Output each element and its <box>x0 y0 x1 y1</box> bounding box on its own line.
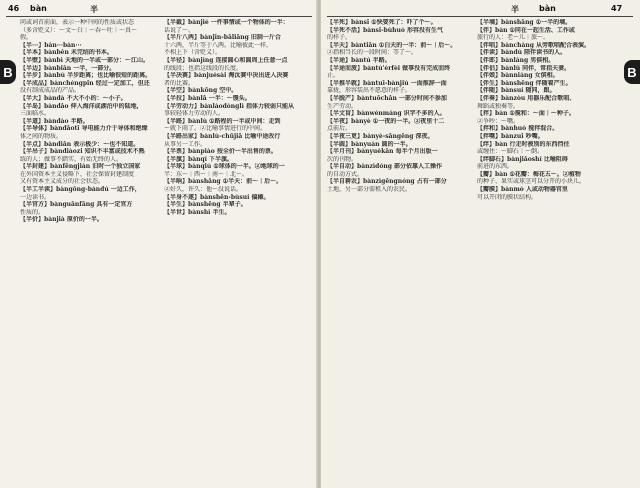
entry-line: 【半文盲】bànwénmáng 识字不多的人。 <box>327 110 446 118</box>
entry-line: 【伴随】bànsuí 随同，跟。 <box>477 87 556 95</box>
entry-line: 【瓣膜】bànmó 人或动物器官里 <box>477 186 568 194</box>
left-head-char: 半 <box>90 5 98 14</box>
entry-line: 在外国资本主义侵略下，社会保留封建制度 <box>20 170 135 178</box>
right-thumb-tab: B <box>624 60 640 84</box>
entry-line: 【半岛】bàndǎo 伸入海洋或湖泊中的陆地， <box>20 102 143 110</box>
entry-line: 的自动方式。 <box>327 170 364 178</box>
entry-line: 可以开闭的膜状结构。 <box>477 193 538 201</box>
right-column-2 <box>477 19 619 483</box>
entry-line: 【伴读】bàndú 陪伴读书的人。 <box>477 49 567 57</box>
entry-line: 【半墒】bànshāng ①一半的墒。 <box>477 19 572 26</box>
entry-line: 【半边】bànbiān 一半，一部分。 <box>20 64 116 72</box>
right-running-head <box>321 4 640 16</box>
entry-line: 【半截】bànjié 一件事情或一个物体的一半： <box>164 19 289 26</box>
entry-line: 【半空】bànkōng 空中。 <box>164 87 238 95</box>
entry-line: 【半途】bàntú 半路。 <box>327 56 391 64</box>
entry-line: 【半世】bànshì 半生。 <box>164 208 231 216</box>
entry-line: 【半封建】bànfēngjiàn 旧时一个独立国家 <box>20 163 141 171</box>
entry-line: 体之间的物质。 <box>20 132 63 140</box>
entry-list <box>164 19 312 216</box>
entry-line: 【半道】bàndào 半路。 <box>20 117 89 125</box>
entry-line: 【半推半就】bàntuī-bànjiù 一面推辞一面 <box>327 79 447 87</box>
entry-line: 前进的东西。 <box>477 163 514 171</box>
entry-line: 【绊脚石】bànjiǎoshí 比喻阻碍 <box>477 155 568 163</box>
entry-line: （多含贬义）：～文～白｜～吞～吐｜～真～ <box>20 26 138 34</box>
right-page-number: 47 <box>611 4 623 13</box>
entry-line: 【半拉】bànlǎ 一半：～馒头。 <box>164 94 251 102</box>
entry-line: 者的比赛。 <box>164 79 195 87</box>
entry-list <box>20 19 158 224</box>
entry-line: 从事另一工作。 <box>164 140 207 148</box>
entry-line: 又有资本主义成分的社会状态。 <box>20 178 105 186</box>
entry-line: 【拌嘴】bànzuǐ 吵嘴。 <box>477 132 544 140</box>
entry-line: 【半点】bàndiǎn 表示极少：～也不知道。 <box>20 140 140 148</box>
right-head-char: 半 <box>511 5 519 14</box>
entry-line: 【半晌】bànshǎng ①半天：前～｜后～。 <box>164 178 283 186</box>
entry-line: 练的人；做事不踏实、有始无终的人。 <box>20 155 123 163</box>
entry-line: ②争吵：～嘴。 <box>477 117 520 125</box>
right-column-1 <box>327 19 471 483</box>
entry-line: 【半吊子】bàndiàozi 知识不丰富或技术不熟 <box>20 148 145 156</box>
right-header-rule <box>327 16 633 17</box>
left-thumb-tab: B <box>0 60 16 84</box>
entry-line: ②好久，许久：他～没说话。 <box>164 186 243 194</box>
entry-line: 【半斤八两】bànjīn-bāliǎng 旧制一斤合 <box>164 34 281 42</box>
entry-line: ②指相当长的一段时间：等了～。 <box>327 49 418 57</box>
left-running-head <box>0 4 318 16</box>
entry-line: 【半···】bàn···bàn··· <box>20 41 82 49</box>
entry-line: 【半死不活】bànsǐ-bùhuó 形容没有生气 <box>327 26 443 34</box>
entry-line: 【半路】bànlù ①路程的一半或中间：走到 <box>164 117 281 125</box>
entry-line: 的种子、果实或球茎可以分开的小块儿。 <box>477 178 586 186</box>
entry-line: 【半路出家】bànlù-chūjiā 比喻中途改行 <box>164 132 281 140</box>
entry-line: 话说了～。 <box>164 26 195 34</box>
entry-line: 【伴】bàn ①同在一起生活、工作或 <box>477 26 575 34</box>
right-head-pinyin: bàn <box>539 4 556 13</box>
entry-line: 【半工半读】bàngōng-bàndú 一边工作， <box>20 186 141 194</box>
entry-line: 【伴生】bànshēng 伴随着产生。 <box>477 79 572 87</box>
right-page <box>321 0 640 488</box>
entry-line: 【拌】bàn ①搅和：～面｜～种子。 <box>477 110 575 118</box>
entry-line: 【半夜三更】bànyè-sāngēng 深夜。 <box>327 132 434 140</box>
entry-line: 假。 <box>20 34 33 42</box>
left-page-number: 46 <box>8 4 20 13</box>
entry-line: 【伴侣】bànlǚ 同伴，常指夫妻。 <box>477 64 571 72</box>
left-column-2 <box>164 19 312 483</box>
entry-line: 【半天】bàntiān ①白天的一半：前～｜后～。 <box>327 41 457 49</box>
entry-line: 三面临水。 <box>20 110 51 118</box>
entry-line: 【伴唱】bànchàng 从旁歌唱配合表演。 <box>477 41 590 49</box>
entry-line: 旅行的人：老～儿｜旅～。 <box>477 34 550 42</box>
entry-line: 【半旗】bànqí 下半旗。 <box>164 155 234 163</box>
entry-line: 一边读书。 <box>20 193 51 201</box>
entry-line: 【半脱产】bàntuōchǎn 一部分时间不参加 <box>327 94 447 102</box>
entry-line: 生产劳动。 <box>327 102 358 110</box>
entry-line: 【伴郎】bànláng 男傧相。 <box>477 56 555 64</box>
entry-line: 【半月刊】bànyuèkān 每半个月出版一 <box>327 148 438 156</box>
entry-line: 的线段；也指这线段的长度。 <box>164 64 243 72</box>
entry-line: 【半自耕农】bànzìgēngnóng 占有一部分 <box>327 178 447 186</box>
entry-line: 【半自动】bànzìdòng 部分依靠人工操作 <box>327 163 442 171</box>
entry-line: 【半本】bànběn 未完结的书本。 <box>20 49 113 57</box>
entry-line: 【半价】bànjià 原价的一半。 <box>20 216 103 224</box>
entry-line: 【拌和】bànhuò 搅拌混合。 <box>477 125 559 133</box>
entry-line: 【半决赛】bànjuésài 淘汰赛中决出进入决赛 <box>164 72 289 80</box>
entry-line: 【半生】bànshēng 半辈子。 <box>164 201 247 209</box>
entry-line: 事较轻体力劳动的人。 <box>164 110 225 118</box>
entry-line: 【半步】bànbù 半步距离；也比喻很短的距离。 <box>20 72 152 80</box>
entry-line: 【伴娘】bànniáng 女傧相。 <box>477 72 559 80</box>
entry-line: 次的刊物。 <box>327 155 358 163</box>
entry-line: 【半导体】bàndǎotǐ 导电能力介于导体和绝缘 <box>20 125 148 133</box>
entry-list <box>477 19 619 201</box>
left-page <box>0 0 318 488</box>
entry-line: 问或词首前面，表示一种中间的性质或状态 <box>20 19 135 26</box>
entry-line: 【半途而废】bàntú'érfèi 做事没有完成而终 <box>327 64 451 72</box>
entry-line: 【半圆】bànyuán 圆的一半。 <box>327 140 412 148</box>
entry-line: 【半劳动力】bànláodònglì 指体力较弱只能从 <box>164 102 295 110</box>
entry-line: 土地，另一部分需租入的农民。 <box>327 186 412 194</box>
entry-line: 或缠住：～脚石｜～倒。 <box>477 148 544 156</box>
entry-line: 【半死】bànsǐ ①快要死了：吓了个～。 <box>327 19 437 26</box>
left-head-pinyin: bàn <box>30 4 47 13</box>
left-column-1 <box>20 19 158 483</box>
entry-line: 【半径】bànjìng 连接圆心和圆周上任意一点 <box>164 56 288 64</box>
entry-line: 没有制成成品的产品。 <box>20 87 81 95</box>
entry-line: 不相上下（含贬义）。 <box>164 49 222 57</box>
entry-line: 【半壁】bànbì 天地的一半或一部分：～江山。 <box>20 56 150 64</box>
entry-line: 性质的。 <box>20 208 45 216</box>
entry-line: 十六两，半斤等于八两。比喻彼此一样， <box>164 41 273 49</box>
entry-line: 【半官方】bànguānfāng 具有一定官方 <box>20 201 133 209</box>
entry-line: 【半夜】bànyè ①一夜的一半。②夜里十二 <box>327 117 445 125</box>
entry-line: 【绊】bàn 行走时被别的东西挡住 <box>477 140 570 148</box>
entry-list <box>327 19 471 194</box>
entry-line: 【半大】bàndà 不大不小的：～小子。 <box>20 94 127 102</box>
entry-line: 【半身不遂】bànshēn-bùsuí 偏瘫。 <box>164 193 270 201</box>
entry-line: 【瓣】bàn ①花瓣：梅花五～。②植物 <box>477 170 581 178</box>
entry-line: ～就下雨了。②比喻事情进行的中间。 <box>164 125 267 133</box>
entry-line: 止。 <box>327 72 340 80</box>
entry-line: 半：东～｜西～｜南～｜北～。 <box>164 170 249 178</box>
entry-line: 靠拢，形容装出不愿意的样子。 <box>327 87 412 95</box>
entry-line: 【半票】bànpiào 按全价一半出售的票。 <box>164 148 277 156</box>
left-header-rule <box>6 16 312 17</box>
entry-line: 舞蹈或独奏等。 <box>477 102 520 110</box>
entry-line: 【伴奏】bànzòu 用器乐配合歌唱、 <box>477 94 576 102</box>
entry-line: 点前后。 <box>327 125 352 133</box>
entry-line: 【半成品】bànchéngpǐn 经过一定加工，但还 <box>20 79 150 87</box>
entry-line: 的样子。 <box>327 34 352 42</box>
entry-line: 【半球】bànqiú ①球体的一半。②地球的一 <box>164 163 285 171</box>
